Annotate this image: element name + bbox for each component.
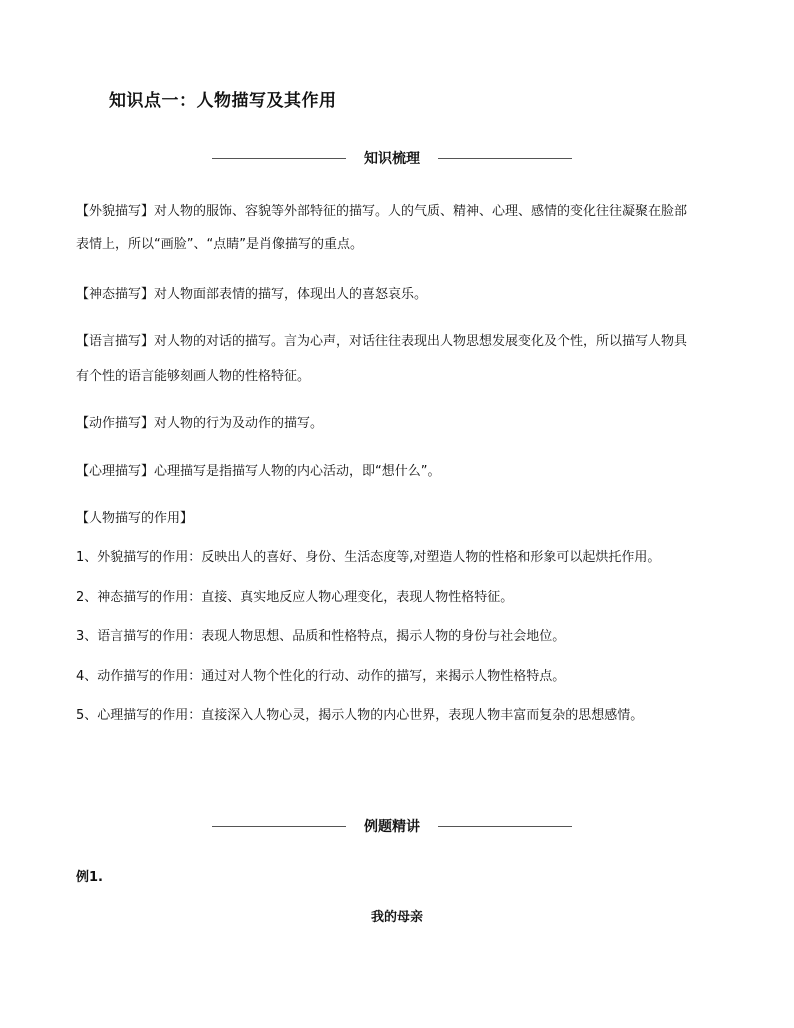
section-header-examples xyxy=(212,816,572,836)
function-item-action: 4、动作描写的作用：通过对人物个性化的行动、动作的描写，来揭示人物性格特点。 xyxy=(76,669,566,684)
divider-right xyxy=(438,826,572,827)
para-action: 【动作描写】对人物的行为及动作的描写。 xyxy=(76,416,324,431)
divider-left xyxy=(212,826,346,827)
example-label: 例1. xyxy=(76,870,103,885)
page-title: 知识点一：人物描写及其作用 xyxy=(109,91,337,111)
function-item-expression: 2、神态描写的作用：直接、真实地反应人物心理变化，表现人物性格特征。 xyxy=(76,590,514,605)
para-appearance-line2: 表情上，所以“画脸”、“点睛”是肖像描写的重点。 xyxy=(76,237,363,252)
para-language-line1: 【语言描写】对人物的对话的描写。言为心声，对话往往表现出人物思想发展变化及个性，所以描写人物具 xyxy=(76,334,688,349)
function-item-language: 3、语言描写的作用：表现人物思想、品质和性格特点，揭示人物的身份与社会地位。 xyxy=(76,629,566,644)
divider-right xyxy=(438,158,572,159)
passage-title: 我的母亲 xyxy=(370,910,423,925)
para-appearance-line1: 【外貌描写】对人物的服饰、容貌等外部特征的描写。人的气质、精神、心理、感情的变化往往凝聚在脸部 xyxy=(76,204,688,219)
para-expression: 【神态描写】对人物面部表情的描写，体现出人的喜怒哀乐。 xyxy=(76,287,428,302)
function-item-appearance: 1、外貌描写的作用：反映出人的喜好、身份、生活态度等,对塑造人物的性格和形象可以起烘托作用。 xyxy=(76,550,661,565)
section-header-review xyxy=(212,148,572,168)
section-label-examples: 例题精讲 xyxy=(364,819,420,835)
divider-left xyxy=(212,158,346,159)
section-label-review: 知识梳理 xyxy=(364,151,420,167)
functions-heading: 【人物描写的作用】 xyxy=(76,511,194,526)
function-item-psychology: 5、心理描写的作用：直接深入人物心灵，揭示人物的内心世界，表现人物丰富而复杂的思想感情。 xyxy=(76,708,644,723)
para-language-line2: 有个性的语言能够刻画人物的性格特征。 xyxy=(76,369,311,384)
para-psychology: 【心理描写】心理描写是指描写人物的内心活动，即“想什么”。 xyxy=(76,464,441,479)
